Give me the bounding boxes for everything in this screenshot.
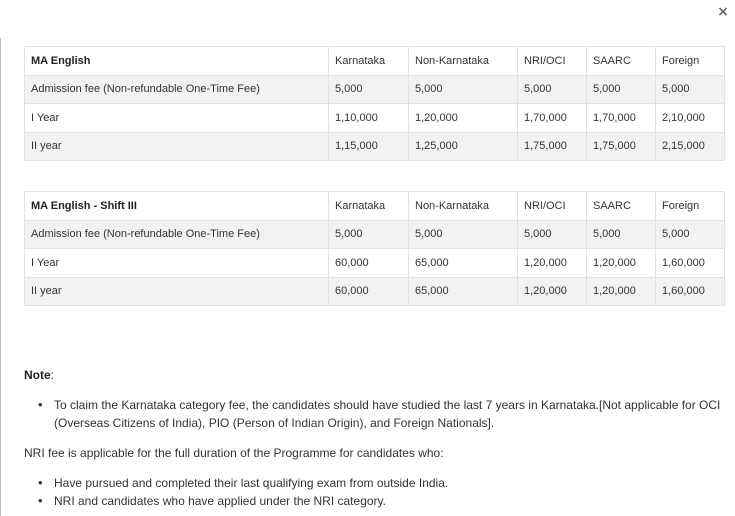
table-row xyxy=(25,249,725,278)
fee-cell: 1,20,000 xyxy=(409,104,518,133)
fee-cell: 1,70,000 xyxy=(587,104,656,133)
column-header-foreign: Foreign xyxy=(656,47,725,76)
fee-cell: 5,000 xyxy=(409,75,518,104)
column-header-saarc: SAARC xyxy=(587,192,656,221)
fee-cell: 1,75,000 xyxy=(587,132,656,161)
fee-cell: 60,000 xyxy=(329,277,409,306)
column-header-non-karnataka: Non-Karnataka xyxy=(409,192,518,221)
fee-cell: 1,20,000 xyxy=(518,277,587,306)
note-title: Note xyxy=(24,368,51,382)
row-label: I Year xyxy=(25,104,329,133)
list-item: • NRI and candidates who have applied under the NRI category. xyxy=(24,492,724,510)
fee-cell: 1,60,000 xyxy=(656,249,725,278)
modal-left-border xyxy=(0,38,1,516)
table-row xyxy=(25,132,725,161)
table-row xyxy=(25,220,725,249)
table-title: MA English - Shift III xyxy=(25,192,329,221)
fee-cell: 65,000 xyxy=(409,249,518,278)
close-icon[interactable]: × xyxy=(717,4,729,20)
list-item: • Have pursued and completed their last qualifying exam from outside India. xyxy=(24,474,724,492)
row-label: II year xyxy=(25,132,329,161)
fee-cell: 65,000 xyxy=(409,277,518,306)
table-row xyxy=(25,277,725,306)
fee-cell: 2,15,000 xyxy=(656,132,725,161)
fee-cell: 5,000 xyxy=(409,220,518,249)
list-item: • To claim the Karnataka category fee, the candidates should have studied the last 7 years in Karnataka.[Not applicable for OCI (Overseas Citizens of India), PIO (Person of Indian Origin), and Foreign Nationals]. xyxy=(24,396,724,432)
column-header-karnataka: Karnataka xyxy=(329,47,409,76)
fee-cell: 5,000 xyxy=(656,220,725,249)
fee-cell: 1,10,000 xyxy=(329,104,409,133)
fee-cell: 5,000 xyxy=(587,220,656,249)
fee-cell: 5,000 xyxy=(518,75,587,104)
fee-cell: 5,000 xyxy=(329,75,409,104)
fee-cell: 1,20,000 xyxy=(587,249,656,278)
column-header-saarc: SAARC xyxy=(587,47,656,76)
note-bullet-list xyxy=(24,396,724,432)
row-label: II year xyxy=(25,277,329,306)
fee-cell: 1,15,000 xyxy=(329,132,409,161)
nri-criteria-list xyxy=(24,474,724,510)
column-header-nri-oci: NRI/OCI xyxy=(518,47,587,76)
fee-table-ma-english xyxy=(24,46,725,161)
fee-cell: 1,20,000 xyxy=(518,249,587,278)
table-row xyxy=(25,104,725,133)
fee-cell: 60,000 xyxy=(329,249,409,278)
fee-cell: 5,000 xyxy=(518,220,587,249)
fee-cell: 5,000 xyxy=(587,75,656,104)
column-header-karnataka: Karnataka xyxy=(329,192,409,221)
fee-cell: 1,70,000 xyxy=(518,104,587,133)
note-heading xyxy=(24,366,724,384)
column-header-foreign: Foreign xyxy=(656,192,725,221)
note-section xyxy=(24,366,724,510)
fee-cell: 1,60,000 xyxy=(656,277,725,306)
table-row xyxy=(25,75,725,104)
fee-cell: 1,20,000 xyxy=(587,277,656,306)
table-title: MA English xyxy=(25,47,329,76)
column-header-nri-oci: NRI/OCI xyxy=(518,192,587,221)
row-label: I Year xyxy=(25,249,329,278)
table-header-row xyxy=(25,192,725,221)
fee-table-ma-english-shift-iii xyxy=(24,191,725,306)
fee-cell: 5,000 xyxy=(656,75,725,104)
fee-cell: 5,000 xyxy=(329,220,409,249)
column-header-non-karnataka: Non-Karnataka xyxy=(409,47,518,76)
fee-cell: 1,75,000 xyxy=(518,132,587,161)
row-label: Admission fee (Non-refundable One-Time Fee) xyxy=(25,75,329,104)
fee-cell: 2,10,000 xyxy=(656,104,725,133)
table-header-row xyxy=(25,47,725,76)
row-label: Admission fee (Non-refundable One-Time Fee) xyxy=(25,220,329,249)
fee-cell: 1,25,000 xyxy=(409,132,518,161)
note-title-colon: : xyxy=(50,368,55,382)
nri-fee-paragraph: NRI fee is applicable for the full duration of the Programme for candidates who: xyxy=(24,446,444,460)
